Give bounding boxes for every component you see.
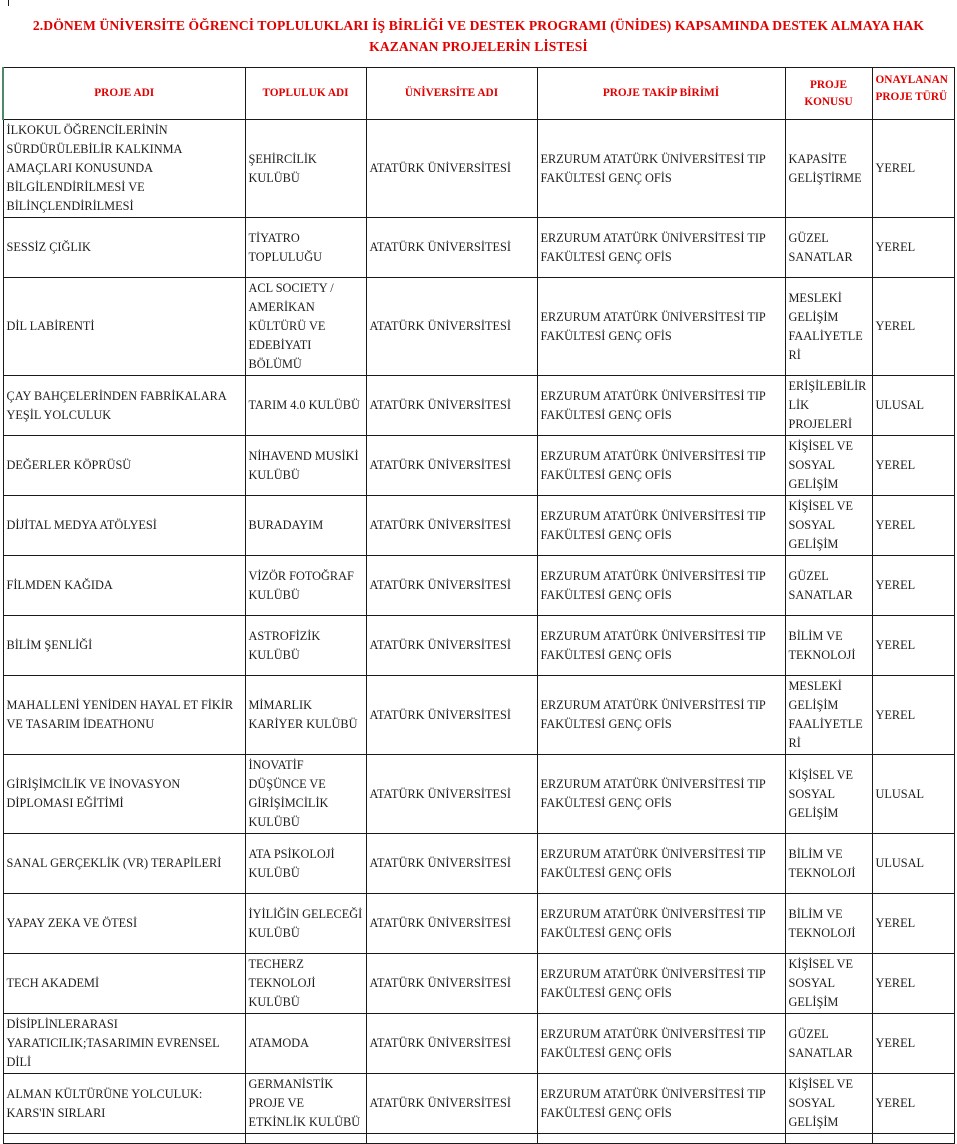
- follow-up-unit-cell: ERZURUM ATATÜRK ÜNİVERSİTESİ TIP FAKÜLTESİ GENÇ OFİS: [537, 894, 785, 954]
- community-name-cell: TİYATRO TOPLULUĞU: [245, 218, 366, 278]
- column-header-project-topic: PROJE KONUSU: [785, 68, 872, 120]
- project-topic-cell: KAPASİTE GELİŞTİRME: [785, 120, 872, 218]
- approved-type-cell: ULUSAL: [872, 834, 954, 894]
- community-name-cell: BURADAYIM: [245, 496, 366, 556]
- table-row: [3, 376, 954, 436]
- approved-type-cell: YEREL: [872, 954, 954, 1014]
- table-row: [3, 954, 954, 1014]
- table-row: [3, 1014, 954, 1074]
- approved-type-cell: ULUSAL: [872, 376, 954, 436]
- university-name-cell: ATATÜRK ÜNİVERSİTESİ: [366, 834, 537, 894]
- empty-cell: [3, 1134, 245, 1144]
- community-name-cell: NİHAVEND MUSİKİ KULÜBÜ: [245, 436, 366, 496]
- column-header-approved-type: ONAYLANAN PROJE TÜRÜ: [872, 68, 954, 120]
- university-name-cell: ATATÜRK ÜNİVERSİTESİ: [366, 616, 537, 676]
- project-topic-cell: KİŞİSEL VE SOSYAL GELİŞİM: [785, 954, 872, 1014]
- empty-cell: [785, 1134, 872, 1144]
- project-name-cell: ÇAY BAHÇELERİNDEN FABRİKALARA YEŞİL YOLCULUK: [3, 376, 245, 436]
- project-topic-cell: BİLİM VE TEKNOLOJİ: [785, 894, 872, 954]
- community-name-cell: ASTROFİZİK KULÜBÜ: [245, 616, 366, 676]
- community-name-cell: ATA PSİKOLOJİ KULÜBÜ: [245, 834, 366, 894]
- project-name-cell: DEĞERLER KÖPRÜSÜ: [3, 436, 245, 496]
- community-name-cell: TARIM 4.0 KULÜBÜ: [245, 376, 366, 436]
- university-name-cell: ATATÜRK ÜNİVERSİTESİ: [366, 755, 537, 834]
- column-header-follow-up-unit: PROJE TAKİP BİRİMİ: [537, 68, 785, 120]
- project-topic-cell: GÜZEL SANATLAR: [785, 1014, 872, 1074]
- project-name-cell: DİL LABİRENTİ: [3, 278, 245, 376]
- community-name-cell: GERMANİSTİK PROJE VE ETKİNLİK KULÜBÜ: [245, 1074, 366, 1134]
- university-name-cell: ATATÜRK ÜNİVERSİTESİ: [366, 120, 537, 218]
- header-row: [3, 68, 954, 120]
- approved-type-cell: YEREL: [872, 218, 954, 278]
- cropped-row-border-artifact: [8, 0, 9, 6]
- project-name-cell: GİRİŞİMCİLİK VE İNOVASYON DİPLOMASI EĞİTİMİ: [3, 755, 245, 834]
- column-header-community-name: TOPLULUK ADI: [245, 68, 366, 120]
- project-topic-cell: KİŞİSEL VE SOSYAL GELİŞİM: [785, 496, 872, 556]
- approved-type-cell: YEREL: [872, 496, 954, 556]
- project-topic-cell: GÜZEL SANATLAR: [785, 218, 872, 278]
- table-row: [3, 278, 954, 376]
- approved-type-cell: YEREL: [872, 616, 954, 676]
- follow-up-unit-cell: ERZURUM ATATÜRK ÜNİVERSİTESİ TIP FAKÜLTESİ GENÇ OFİS: [537, 278, 785, 376]
- project-name-cell: MAHALLENİ YENİDEN HAYAL ET FİKİR VE TASARIM İDEATHONU: [3, 676, 245, 755]
- project-name-cell: BİLİM ŞENLİĞİ: [3, 616, 245, 676]
- community-name-cell: ŞEHİRCİLİK KULÜBÜ: [245, 120, 366, 218]
- community-name-cell: MİMARLIK KARİYER KULÜBÜ: [245, 676, 366, 755]
- follow-up-unit-cell: ERZURUM ATATÜRK ÜNİVERSİTESİ TIP FAKÜLTESİ GENÇ OFİS: [537, 1074, 785, 1134]
- university-name-cell: ATATÜRK ÜNİVERSİTESİ: [366, 676, 537, 755]
- project-topic-cell: BİLİM VE TEKNOLOJİ: [785, 616, 872, 676]
- table-body: [3, 120, 954, 1144]
- university-name-cell: ATATÜRK ÜNİVERSİTESİ: [366, 954, 537, 1014]
- empty-cell: [537, 1134, 785, 1144]
- follow-up-unit-cell: ERZURUM ATATÜRK ÜNİVERSİTESİ TIP FAKÜLTESİ GENÇ OFİS: [537, 496, 785, 556]
- project-name-cell: SESSİZ ÇIĞLIK: [3, 218, 245, 278]
- approved-type-cell: YEREL: [872, 556, 954, 616]
- approved-type-cell: ULUSAL: [872, 755, 954, 834]
- approved-type-cell: YEREL: [872, 1014, 954, 1074]
- table-row: [3, 436, 954, 496]
- community-name-cell: VİZÖR FOTOĞRAF KULÜBÜ: [245, 556, 366, 616]
- approved-type-cell: YEREL: [872, 1074, 954, 1134]
- table-row: [3, 676, 954, 755]
- project-topic-cell: MESLEKİ GELİŞİM FAALİYETLERİ: [785, 278, 872, 376]
- project-name-cell: FİLMDEN KAĞIDA: [3, 556, 245, 616]
- follow-up-unit-cell: ERZURUM ATATÜRK ÜNİVERSİTESİ TIP FAKÜLTESİ GENÇ OFİS: [537, 954, 785, 1014]
- project-topic-cell: KİŞİSEL VE SOSYAL GELİŞİM: [785, 436, 872, 496]
- university-name-cell: ATATÜRK ÜNİVERSİTESİ: [366, 218, 537, 278]
- project-name-cell: DİJİTAL MEDYA ATÖLYESİ: [3, 496, 245, 556]
- approved-type-cell: YEREL: [872, 436, 954, 496]
- column-header-university-name: ÜNİVERSİTE ADI: [366, 68, 537, 120]
- follow-up-unit-cell: ERZURUM ATATÜRK ÜNİVERSİTESİ TIP FAKÜLTESİ GENÇ OFİS: [537, 376, 785, 436]
- project-name-cell: YAPAY ZEKA VE ÖTESİ: [3, 894, 245, 954]
- table-row: [3, 1074, 954, 1134]
- table-row: [3, 556, 954, 616]
- column-header-project-name: PROJE ADI: [3, 68, 245, 120]
- approved-type-cell: YEREL: [872, 278, 954, 376]
- project-topic-cell: KİŞİSEL VE SOSYAL GELİŞİM: [785, 755, 872, 834]
- table-row: [3, 120, 954, 218]
- university-name-cell: ATATÜRK ÜNİVERSİTESİ: [366, 278, 537, 376]
- university-name-cell: ATATÜRK ÜNİVERSİTESİ: [366, 1074, 537, 1134]
- university-name-cell: ATATÜRK ÜNİVERSİTESİ: [366, 496, 537, 556]
- empty-cell: [245, 1134, 366, 1144]
- table-row: [3, 894, 954, 954]
- table-row: [3, 755, 954, 834]
- empty-cell: [366, 1134, 537, 1144]
- follow-up-unit-cell: ERZURUM ATATÜRK ÜNİVERSİTESİ TIP FAKÜLTESİ GENÇ OFİS: [537, 616, 785, 676]
- follow-up-unit-cell: ERZURUM ATATÜRK ÜNİVERSİTESİ TIP FAKÜLTESİ GENÇ OFİS: [537, 556, 785, 616]
- university-name-cell: ATATÜRK ÜNİVERSİTESİ: [366, 376, 537, 436]
- project-topic-cell: BİLİM VE TEKNOLOJİ: [785, 834, 872, 894]
- project-topic-cell: KİŞİSEL VE SOSYAL GELİŞİM: [785, 1074, 872, 1134]
- follow-up-unit-cell: ERZURUM ATATÜRK ÜNİVERSİTESİ TIP FAKÜLTESİ GENÇ OFİS: [537, 676, 785, 755]
- follow-up-unit-cell: ERZURUM ATATÜRK ÜNİVERSİTESİ TIP FAKÜLTESİ GENÇ OFİS: [537, 834, 785, 894]
- follow-up-unit-cell: ERZURUM ATATÜRK ÜNİVERSİTESİ TIP FAKÜLTESİ GENÇ OFİS: [537, 1014, 785, 1074]
- community-name-cell: İYİLİĞİN GELECEĞİ KULÜBÜ: [245, 894, 366, 954]
- partial-cropped-row: [3, 1134, 954, 1144]
- project-topic-cell: MESLEKİ GELİŞİM FAALİYETLERİ: [785, 676, 872, 755]
- community-name-cell: ACL SOCIETY / AMERİKAN KÜLTÜRÜ VE EDEBİYATI BÖLÜMÜ: [245, 278, 366, 376]
- university-name-cell: ATATÜRK ÜNİVERSİTESİ: [366, 556, 537, 616]
- follow-up-unit-cell: ERZURUM ATATÜRK ÜNİVERSİTESİ TIP FAKÜLTESİ GENÇ OFİS: [537, 120, 785, 218]
- community-name-cell: İNOVATİF DÜŞÜNCE VE GİRİŞİMCİLİK KULÜBÜ: [245, 755, 366, 834]
- community-name-cell: TECHERZ TEKNOLOJİ KULÜBÜ: [245, 954, 366, 1014]
- table-row: [3, 496, 954, 556]
- approved-type-cell: YEREL: [872, 120, 954, 218]
- approved-type-cell: YEREL: [872, 894, 954, 954]
- projects-table: [2, 67, 955, 1144]
- follow-up-unit-cell: ERZURUM ATATÜRK ÜNİVERSİTESİ TIP FAKÜLTESİ GENÇ OFİS: [537, 218, 785, 278]
- follow-up-unit-cell: ERZURUM ATATÜRK ÜNİVERSİTESİ TIP FAKÜLTESİ GENÇ OFİS: [537, 755, 785, 834]
- project-name-cell: SANAL GERÇEKLİK (VR) TERAPİLERİ: [3, 834, 245, 894]
- university-name-cell: ATATÜRK ÜNİVERSİTESİ: [366, 1014, 537, 1074]
- table-row: [3, 616, 954, 676]
- project-name-cell: İLKOKUL ÖĞRENCİLERİNİN SÜRDÜRÜLEBİLİR KALKINMA AMAÇLARI KONUSUNDA BİLGİLENDİRİLMESİ VE BİLİNÇLENDİRİLMESİ: [3, 120, 245, 218]
- project-name-cell: TECH AKADEMİ: [3, 954, 245, 1014]
- follow-up-unit-cell: ERZURUM ATATÜRK ÜNİVERSİTESİ TIP FAKÜLTESİ GENÇ OFİS: [537, 436, 785, 496]
- table-row: [3, 218, 954, 278]
- approved-type-cell: YEREL: [872, 676, 954, 755]
- university-name-cell: ATATÜRK ÜNİVERSİTESİ: [366, 894, 537, 954]
- community-name-cell: ATAMODA: [245, 1014, 366, 1074]
- page-title: 2.DÖNEM ÜNİVERSİTE ÖĞRENCİ TOPLULUKLARI İŞ BİRLİĞİ VE DESTEK PROGRAMI (ÜNİDES) KAPSAMINDA DESTEK ALMAYA HAK KAZANAN PROJELERİN LİSTESİ: [32, 18, 925, 54]
- empty-cell: [872, 1134, 954, 1144]
- project-name-cell: ALMAN KÜLTÜRÜNE YOLCULUK: KARS'IN SIRLARI: [3, 1074, 245, 1134]
- project-name-cell: DİSİPLİNLERARASI YARATICILIK;TASARIMIN EVRENSEL DİLİ: [3, 1014, 245, 1074]
- university-name-cell: ATATÜRK ÜNİVERSİTESİ: [366, 436, 537, 496]
- project-topic-cell: GÜZEL SANATLAR: [785, 556, 872, 616]
- project-topic-cell: ERİŞİLEBİLİRLİK PROJELERİ: [785, 376, 872, 436]
- table-row: [3, 834, 954, 894]
